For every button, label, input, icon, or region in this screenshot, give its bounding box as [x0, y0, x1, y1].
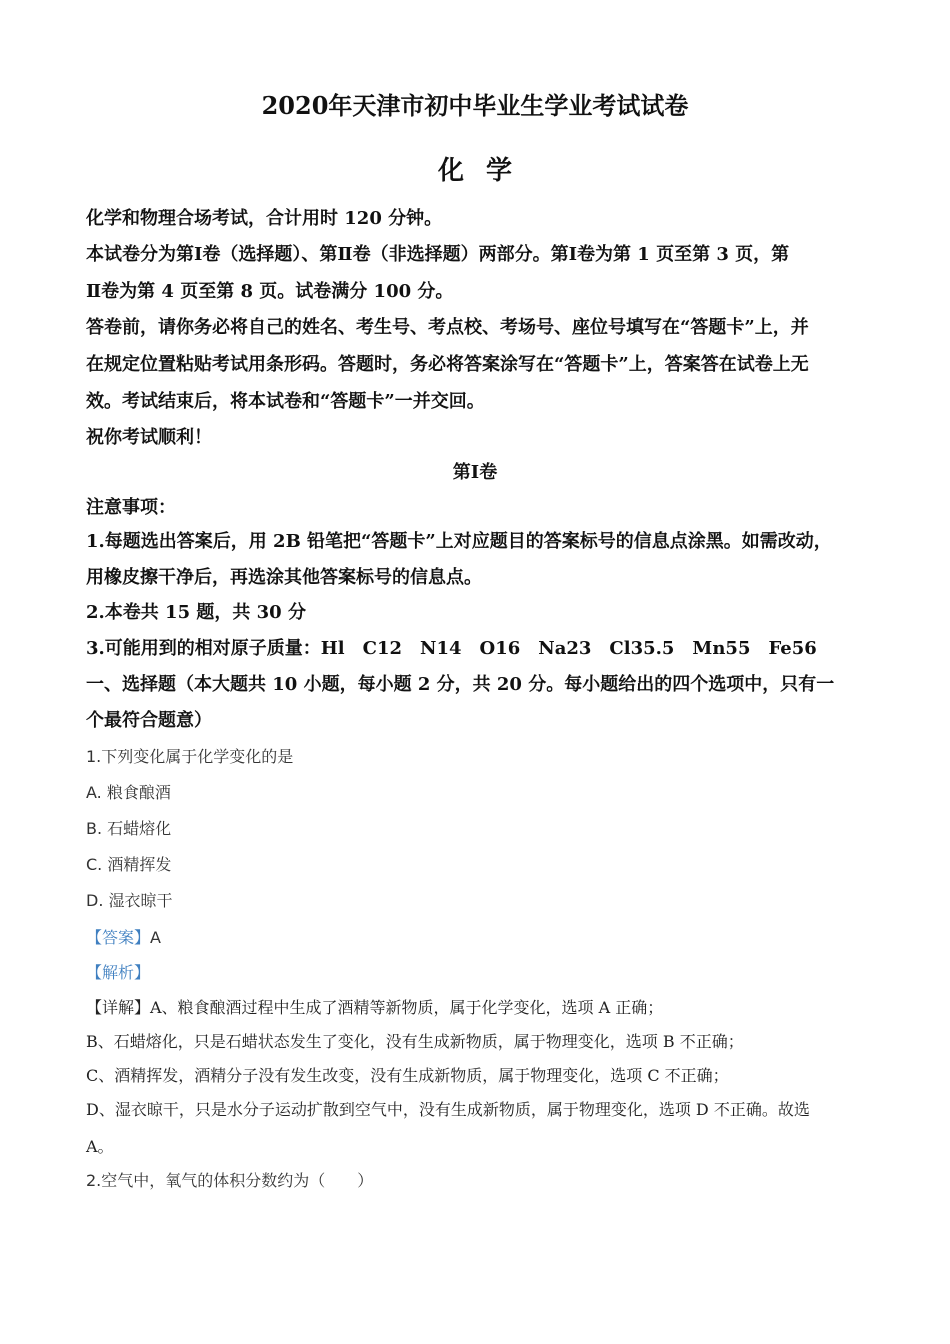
- question-1-option-d: D. 湿衣晾干: [86, 891, 173, 910]
- section-heading-line-2: 个最符合题意）: [86, 710, 212, 731]
- question-2-stem: 2.空气中，氧气的体积分数约为（ ）: [86, 1171, 374, 1190]
- detail-line-2: B、石蜡熔化，只是石蜡状态发生了变化，没有生成新物质，属于物理变化，选项 B 不正确；: [86, 1032, 744, 1051]
- analysis-line: [86, 961, 866, 985]
- intro-line-2: 本试卷分为第Ⅰ卷（选择题）、第Ⅱ卷（非选择题）两部分。第Ⅰ卷为第 1 页至第 3 页，第: [86, 244, 790, 265]
- intro-line-3: Ⅱ卷为第 4 页至第 8 页。试卷满分 100 分。: [86, 281, 454, 302]
- detail-line-1: 【详解】A、粮食酿酒过程中生成了酒精等新物质，属于化学变化，选项 A 正确；: [86, 998, 664, 1017]
- question-1-option-b: B. 石蜡熔化: [86, 819, 172, 838]
- notes-heading: 注意事项：: [86, 497, 176, 518]
- volume-heading: 第Ⅰ卷: [452, 462, 498, 483]
- intro-line-6: 效。考试结束后，将本试卷和“答题卡”一并交回。: [86, 391, 485, 412]
- answer-line: [86, 926, 866, 950]
- intro-line-1: 化学和物理合场考试，合计用时 120 分钟。: [86, 208, 443, 229]
- intro-line-4: 答卷前，请你务必将自己的姓名、考生号、考点校、考场号、座位号填写在“答题卡”上，并: [86, 317, 809, 338]
- question-1-option-a: A. 粮食酿酒: [86, 783, 171, 802]
- note-line-4: 3.可能用到的相对原子质量：Hl C12 N14 O16 Na23 Cl35.5 Mn55 Fe56: [86, 638, 817, 659]
- note-line-3: 2.本卷共 15 题，共 30 分: [86, 602, 306, 623]
- question-1-option-c: C. 酒精挥发: [86, 855, 172, 874]
- intro-line-5: 在规定位置粘贴考试用条形码。答题时，务必将答案涂写在“答题卡”上，答案答在试卷上无: [86, 354, 809, 375]
- answer-tag: 【答案】: [86, 928, 151, 947]
- note-line-1: 1.每题选出答案后，用 2B 铅笔把“答题卡”上对应题目的答案标号的信息点涂黑。如需改动，: [86, 531, 832, 552]
- detail-line-5: A。: [86, 1137, 114, 1156]
- exam-title: 2020年天津市初中毕业生学业考试试卷: [261, 91, 689, 120]
- question-1-stem: 1.下列变化属于化学变化的是: [86, 747, 294, 766]
- detail-line-4: D、湿衣晾干，只是水分子运动扩散到空气中，没有生成新物质，属于物理变化，选项 D 不正确。故选: [86, 1100, 810, 1119]
- intro-line-7: 祝你考试顺利！: [86, 427, 212, 448]
- section-heading-line-1: 一、选择题（本大题共 10 小题，每小题 2 分，共 20 分。每小题给出的四个选项中，只有一: [86, 674, 835, 695]
- subject-title: 化学: [437, 156, 534, 186]
- note-line-2: 用橡皮擦干净后，再选涂其他答案标号的信息点。: [86, 567, 482, 588]
- detail-line-3: C、酒精挥发，酒精分子没有发生改变，没有生成新物质，属于物理变化，选项 C 不正确；: [86, 1066, 729, 1085]
- analysis-tag: 【解析】: [86, 963, 151, 982]
- answer-value: A: [150, 928, 161, 947]
